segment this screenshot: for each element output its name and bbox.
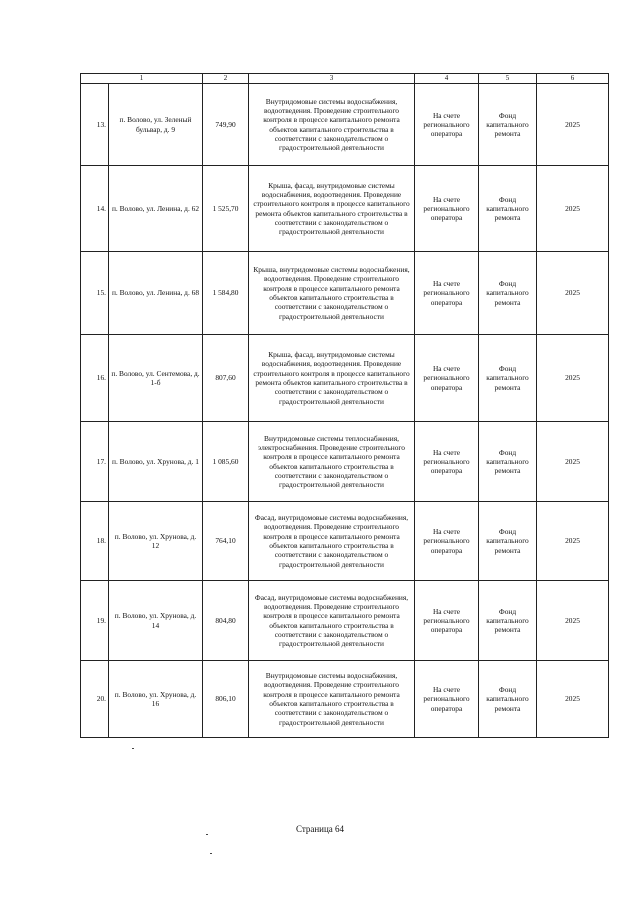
row-number: 15. bbox=[81, 252, 109, 335]
column-number-5: 5 bbox=[479, 74, 537, 84]
row-number: 13. bbox=[81, 84, 109, 166]
repair-works: Внутридомовые системы теплоснабжения, электроснабжения. Проведение строительного контроля в процессе капитального ремонта объектов капитального строительства в соответствии с законодательством о градостроительной деятельности bbox=[249, 422, 415, 502]
column-number-6: 6 bbox=[537, 74, 609, 84]
column-number-1: 1 bbox=[81, 74, 203, 84]
house-area: 749,90 bbox=[203, 84, 249, 166]
repair-works: Фасад, внутридомовые системы водоснабжения, водоотведения. Проведение строительного контроля в процессе капитального ремонта объектов капитального строительства в соответствии с законодательством о градостроительной деятельности bbox=[249, 502, 415, 581]
column-number-2: 2 bbox=[203, 74, 249, 84]
house-area: 807,60 bbox=[203, 335, 249, 422]
funding-method: На счете регионального оператора bbox=[415, 581, 479, 661]
table-row bbox=[81, 661, 609, 738]
row-number: 20. bbox=[81, 661, 109, 738]
house-address: п. Волово, ул. Ленина, д. 62 bbox=[109, 166, 203, 252]
funding-source: Фонд капитального ремонта bbox=[479, 252, 537, 335]
repair-works: Крыша, фасад, внутридомовые системы водоснабжения, водоотведения. Проведение строительного контроля в процессе капитального ремонта объектов капитального строительства в соответствии с законодательством о градостроительной деятельности bbox=[249, 166, 415, 252]
repair-year: 2025 bbox=[537, 661, 609, 738]
repair-works: Внутридомовые системы водоснабжения, водоотведения. Проведение строительного контроля в процессе капитального ремонта объектов капитального строительства в соответствии с законодательством о градостроительной деятельности bbox=[249, 84, 415, 166]
funding-source: Фонд капитального ремонта bbox=[479, 581, 537, 661]
table-row bbox=[81, 502, 609, 581]
table-row bbox=[81, 166, 609, 252]
repair-year: 2025 bbox=[537, 84, 609, 166]
funding-method: На счете регионального оператора bbox=[415, 252, 479, 335]
table-row bbox=[81, 84, 609, 166]
table-row bbox=[81, 252, 609, 335]
funding-method: На счете регионального оператора bbox=[415, 502, 479, 581]
capital-repair-table bbox=[80, 73, 609, 738]
repair-works: Фасад, внутридомовые системы водоснабжения, водоотведения. Проведение строительного контроля в процессе капитального ремонта объектов капитального строительства в соответствии с законодательством о градостроительной деятельности bbox=[249, 581, 415, 661]
house-area: 764,10 bbox=[203, 502, 249, 581]
repair-works: Крыша, внутридомовые системы водоснабжения, водоотведения. Проведение строительного контроля в процессе капитального ремонта объектов капитального строительства в соответствии с законодательством о градостроительной деятельности bbox=[249, 252, 415, 335]
funding-source: Фонд капитального ремонта bbox=[479, 502, 537, 581]
house-area: 804,80 bbox=[203, 581, 249, 661]
table-row bbox=[81, 335, 609, 422]
house-area: 806,10 bbox=[203, 661, 249, 738]
funding-source: Фонд капитального ремонта bbox=[479, 422, 537, 502]
funding-method: На счете регионального оператора bbox=[415, 422, 479, 502]
funding-source: Фонд капитального ремонта bbox=[479, 84, 537, 166]
house-area: 1 584,80 bbox=[203, 252, 249, 335]
funding-method: На счете регионального оператора bbox=[415, 166, 479, 252]
house-address: п. Волово, ул. Хрунова, д. 16 bbox=[109, 661, 203, 738]
funding-source: Фонд капитального ремонта bbox=[479, 335, 537, 422]
repair-works: Крыша, фасад, внутридомовые системы водоснабжения, водоотведения. Проведение строительного контроля в процессе капитального ремонта объектов капитального строительства в соответствии с законодательством о градостроительной деятельности bbox=[249, 335, 415, 422]
column-number-3: 3 bbox=[249, 74, 415, 84]
house-address: п. Волово, ул. Хрунова, д. 14 bbox=[109, 581, 203, 661]
page-number: Страница 64 bbox=[295, 824, 345, 834]
house-address: п. Волово, ул. Хрунова, д. 12 bbox=[109, 502, 203, 581]
row-number: 18. bbox=[81, 502, 109, 581]
funding-source: Фонд капитального ремонта bbox=[479, 166, 537, 252]
funding-method: На счете регионального оператора bbox=[415, 661, 479, 738]
funding-source: Фонд капитального ремонта bbox=[479, 661, 537, 738]
scan-speck bbox=[206, 834, 208, 835]
house-address: п. Волово, ул. Хрунова, д. 1 bbox=[109, 422, 203, 502]
house-address: п. Волово, ул. Зеленый бульвар, д. 9 bbox=[109, 84, 203, 166]
column-number-row bbox=[81, 74, 609, 84]
funding-method: На счете регионального оператора bbox=[415, 84, 479, 166]
repair-year: 2025 bbox=[537, 252, 609, 335]
repair-year: 2025 bbox=[537, 166, 609, 252]
row-number: 16. bbox=[81, 335, 109, 422]
row-number: 19. bbox=[81, 581, 109, 661]
row-number: 17. bbox=[81, 422, 109, 502]
house-area: 1 085,60 bbox=[203, 422, 249, 502]
scan-speck bbox=[132, 748, 134, 749]
column-number-4: 4 bbox=[415, 74, 479, 84]
row-number: 14. bbox=[81, 166, 109, 252]
house-area: 1 525,70 bbox=[203, 166, 249, 252]
house-address: п. Волово, ул. Ленина, д. 68 bbox=[109, 252, 203, 335]
repair-year: 2025 bbox=[537, 422, 609, 502]
table-row bbox=[81, 581, 609, 661]
repair-year: 2025 bbox=[537, 335, 609, 422]
funding-method: На счете регионального оператора bbox=[415, 335, 479, 422]
repair-year: 2025 bbox=[537, 581, 609, 661]
house-address: п. Волово, ул. Сентемова, д. 1-б bbox=[109, 335, 203, 422]
repair-works: Внутридомовые системы водоснабжения, водоотведения. Проведение строительного контроля в процессе капитального ремонта объектов капитального строительства в соответствии с законодательством о градостроительной деятельности bbox=[249, 661, 415, 738]
repair-year: 2025 bbox=[537, 502, 609, 581]
table-row bbox=[81, 422, 609, 502]
scan-speck bbox=[210, 853, 212, 854]
